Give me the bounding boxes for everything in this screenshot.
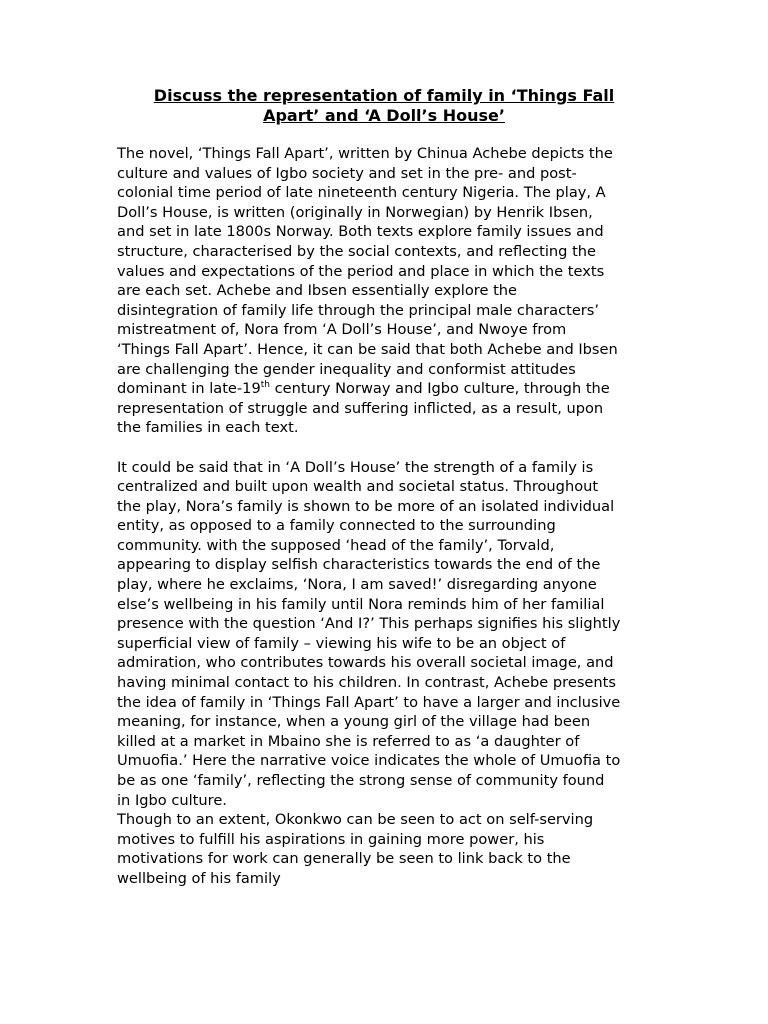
text-line: mistreatment of, Nora from ‘A Doll’s House’, and Nwoye from — [117, 321, 567, 339]
text-line: presence with the question ‘And I?’ This perhaps signifies his slightly — [117, 615, 621, 633]
text-line: It could be said that in ‘A Doll’s House’ the strength of a family is — [117, 458, 594, 476]
text-line: play, where he exclaims, ‘Nora, I am saved!’ disregarding anyone — [117, 576, 597, 594]
text-line: the play, Nora’s family is shown to be more of an isolated individual — [117, 497, 615, 515]
text-line: representation of struggle and suffering inflicted, as a result, upon — [117, 399, 604, 417]
text-segment: dominant in late-19 — [117, 380, 261, 398]
paragraph-okonkwo — [117, 810, 651, 888]
text-line: disintegration of family life through the principal male characters’ — [117, 301, 600, 319]
text-line: and set in late 1800s Norway. Both texts explore family issues and — [117, 223, 604, 241]
text-line: admiration, who contributes towards his overall societal image, and — [117, 654, 614, 672]
text-line: Umuofia.’ Here the narrative voice indicates the whole of Umuofia to — [117, 752, 621, 770]
text-line: community. with the supposed ‘head of the family’, Torvald, — [117, 536, 555, 554]
text-line: values and expectations of the period and place in which the texts — [117, 262, 605, 280]
text-line: Though to an extent, Okonkwo can be seen to act on self-serving — [117, 811, 594, 829]
text-line: be as one ‘family’, reflecting the strong sense of community found — [117, 772, 605, 789]
text-line: the families in each text. — [117, 419, 299, 437]
text-line: Doll’s House, is written (originally in Norwegian) by Henrik Ibsen, — [117, 203, 593, 221]
paragraph-dolls-house — [117, 458, 651, 811]
text-line: killed at a market in Mbaino she is referred to as ‘a daughter of — [117, 732, 580, 750]
text-line: entity, as opposed to a family connected to the surrounding — [117, 517, 556, 535]
text-line: in Igbo culture. — [117, 791, 227, 809]
paragraph-spacer — [117, 438, 651, 458]
text-segment: century Norway and Igbo culture, through the — [269, 380, 610, 398]
title-line: Apart’ and ‘A Doll’s House’ — [263, 106, 505, 125]
text-line: wellbeing of his family — [117, 869, 281, 887]
text-line: the idea of family in ‘Things Fall Apart’ to have a larger and inclusive — [117, 693, 621, 711]
text-line: are challenging the gender inequality and conformist attitudes — [117, 360, 576, 378]
text-line: having minimal contact to his children. In contrast, Achebe presents — [117, 674, 616, 692]
document-page — [117, 86, 651, 889]
text-line: The novel, ‘Things Fall Apart’, written by Chinua Achebe depicts the — [117, 145, 613, 162]
text-line: colonial time period of late nineteenth century Nigeria. The play, A — [117, 184, 606, 202]
document-title — [117, 86, 651, 126]
text-line: motivations for work can generally be seen to link back to the — [117, 850, 571, 868]
text-line: appearing to display selfish characteristics towards the end of the — [117, 556, 601, 574]
text-line: ‘Things Fall Apart’. Hence, it can be said that both Achebe and Ibsen — [117, 340, 618, 358]
paragraph-introduction — [117, 144, 651, 438]
text-line: motives to fulfill his aspirations in gaining more power, his — [117, 830, 545, 848]
text-line: structure, characterised by the social contexts, and reflecting the — [117, 242, 597, 260]
text-line: superficial view of family – viewing his wife to be an object of — [117, 634, 566, 652]
text-line: are each set. Achebe and Ibsen essentially explore the — [117, 282, 518, 300]
text-line: culture and values of Igbo society and set in the pre- and post- — [117, 164, 577, 182]
text-line-with-superscript — [117, 379, 651, 399]
title-line: Discuss the representation of family in ‘Things Fall — [153, 86, 615, 105]
text-line: else’s wellbeing in his family until Nora reminds him of her familial — [117, 595, 605, 613]
text-line: meaning, for instance, when a young girl of the village had been — [117, 713, 591, 731]
superscript: th — [260, 380, 270, 391]
text-line: centralized and built upon wealth and societal status. Throughout — [117, 478, 599, 496]
